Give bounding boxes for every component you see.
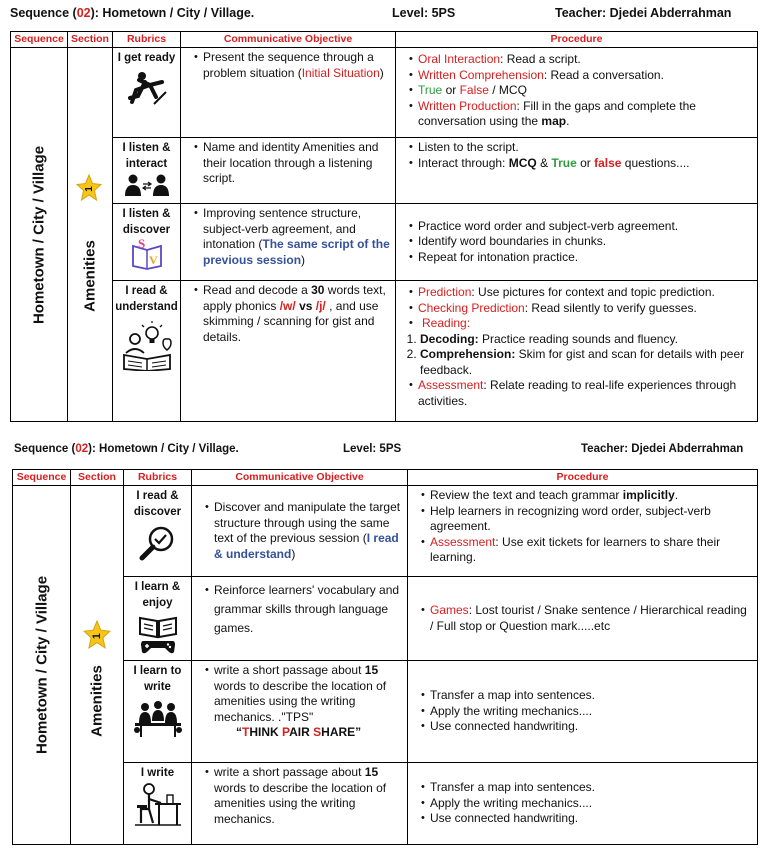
procedure-item [418, 378, 753, 409]
rubric-i-listen-interact [113, 138, 181, 204]
objective-text: Improving sentence structure, subject-verb agreement, and intonation ( [203, 206, 362, 251]
rubric-i-write [124, 763, 192, 845]
procedure-cell [396, 204, 758, 281]
objective-text-end: ) [379, 65, 384, 80]
procedure-item [418, 301, 753, 317]
runner-start-icon [126, 70, 168, 106]
tps-word: HARE [321, 725, 356, 739]
sequence-suffix: ): Hometown / City / Village. [88, 443, 239, 455]
procedure-keyword-true: True [418, 83, 443, 97]
sequence-title [14, 443, 239, 455]
procedure-text: / MCQ [488, 83, 527, 97]
col-sequence: Sequence [11, 32, 68, 48]
objective-bold: 30 [311, 283, 325, 297]
procedure-item: • Repeat for intonation practice. [418, 250, 753, 266]
procedure-keyword-false: False [459, 83, 489, 97]
procedure-keyword: Games [430, 603, 469, 617]
col-section: Section [71, 470, 124, 486]
procedure-cell [408, 763, 758, 845]
procedure-keyword: Reading: [422, 316, 471, 330]
procedure-item: • Listen to the script. [418, 140, 753, 156]
sequence-number: 02 [75, 443, 89, 455]
procedure-item [430, 535, 753, 566]
procedure-text: & [536, 155, 552, 170]
sequence-name: Hometown / City / Village [30, 145, 48, 324]
rubric-i-learn-enjoy [124, 577, 192, 661]
objective-text: words to describe the location of amenities using the writing mechanics. [214, 780, 387, 826]
col-objective: Communicative Objective [192, 470, 408, 486]
objective-cell [192, 763, 408, 845]
section-cell [68, 48, 113, 422]
tps-word: AIR [289, 725, 314, 739]
col-procedure: Procedure [408, 470, 758, 486]
sequence-name-cell [11, 48, 68, 422]
objective-text: Present the sequence through a problem situation ( [203, 50, 374, 80]
objective-cell [181, 48, 396, 138]
objective-cell [192, 486, 408, 577]
objective-highlight: The same script of the previous session [203, 237, 390, 267]
procedure-item [418, 156, 753, 172]
phonic-j: /j/ [315, 298, 326, 313]
objective-text: words text, apply phonics [203, 283, 386, 313]
rubric-i-get-ready [113, 48, 181, 138]
procedure-text: Review the text and teach grammar [430, 488, 623, 502]
two-people-icon [124, 174, 170, 196]
reader-idea-icon [121, 321, 173, 371]
col-rubrics: Rubrics [113, 32, 181, 48]
sequence-name: Hometown / City / Village [32, 575, 50, 755]
objective-cell [181, 204, 396, 281]
procedure-cell [396, 48, 758, 138]
rubric-label: I write [140, 767, 175, 779]
objective-cell [181, 138, 396, 204]
level-label: Level: 5PS [392, 6, 456, 20]
svg-text:S: S [137, 238, 145, 251]
procedure-text: or [442, 83, 460, 97]
col-section: Section [68, 32, 113, 48]
procedure-keyword: Oral Interaction [418, 52, 501, 66]
svg-text:V: V [148, 253, 158, 267]
procedure-text: Practice reading sounds and fluency. [478, 331, 678, 346]
col-procedure: Procedure [396, 32, 758, 48]
objective-text: words to describe the location of amenities using the writing mechanics. ."TPS" [214, 678, 387, 724]
procedure-text: : Fill in the gaps and complete the conversation using the [418, 98, 696, 128]
procedure-keyword: Assessment [418, 378, 484, 392]
sequence-name-cell [13, 486, 71, 845]
rubric-label: I listen & discover [122, 208, 171, 236]
procedure-text: : Read a script. [500, 52, 581, 66]
section-name: Amenities [81, 239, 99, 312]
sequence-number: 02 [76, 6, 91, 20]
rubric-i-read-understand [113, 281, 181, 422]
procedure-item: • Help learners in recognizing word order, subject-verb agreement. [430, 504, 753, 535]
magnifier-check-icon [138, 524, 178, 564]
procedure-text: Interact through: [418, 155, 509, 170]
teacher-label: Teacher: Djedei Abderrahman [581, 443, 744, 455]
procedure-text: . [566, 114, 570, 128]
tps-letter: P [282, 725, 290, 739]
procedure-bold: MCQ [508, 155, 537, 170]
procedure-cell [408, 577, 758, 661]
procedure-text: questions.... [621, 155, 690, 170]
procedure-item [418, 52, 753, 68]
procedure-text: : Use exit tickets for learners to share their learning. [430, 534, 721, 564]
rubric-label: I read & discover [133, 490, 182, 518]
objective-text: • Name and identity Amenities and their location through a listening script. [203, 140, 391, 187]
star-number-icon [76, 174, 102, 202]
objective-text: write a short passage about [214, 663, 365, 677]
procedure-text: : Read a conversation. [543, 67, 664, 82]
sequence-prefix: Sequence ( [14, 443, 76, 455]
objective-cell [192, 577, 408, 661]
procedure-keyword: Written Comprehension [418, 67, 544, 82]
procedure-keyword: Prediction [418, 285, 472, 299]
procedure-item [418, 99, 753, 130]
book-gamepad-icon [137, 615, 179, 655]
tps-word: HINK [249, 725, 283, 739]
objective-highlight: I read & understand [214, 531, 399, 561]
procedure-cell [396, 281, 758, 422]
rubric-label: I read & understand [115, 285, 178, 313]
col-objective: Communicative Objective [181, 32, 396, 48]
procedure-item [418, 68, 753, 84]
section-name: Amenities [88, 664, 106, 737]
section-cell [71, 486, 124, 845]
rubric-label: I learn & enjoy [134, 581, 181, 609]
procedure-item: • Identify word boundaries in chunks. [418, 234, 753, 250]
procedure-item: • Apply the writing mechanics.... [430, 796, 753, 812]
level-label: Level: 5PS [343, 443, 402, 455]
objective-text-end: ) [291, 546, 296, 561]
objective-bold: vs [295, 298, 316, 313]
procedure-text: : Lost tourist / Snake sentence / Hierarchical reading / Full stop or Question mark.....etc [430, 603, 747, 633]
procedure-item [430, 488, 753, 504]
procedure-item [418, 285, 753, 301]
procedure-item: • Practice word order and subject-verb agreement. [418, 219, 753, 235]
objective-text: Read and decode a [203, 283, 312, 297]
procedure-keyword: Checking Prediction [418, 300, 525, 315]
section-number: 1 [84, 186, 95, 192]
procedure-text: . [674, 488, 679, 502]
objective-text-end: ) [301, 252, 306, 267]
objective-cell [192, 661, 408, 763]
procedure-item [418, 83, 753, 99]
procedure-bold: Comprehension: [420, 347, 516, 361]
procedure-item: • Use connected handwriting. [430, 719, 753, 735]
section-number: 1 [91, 633, 104, 640]
objective-text: Discover and manipulate the target structure through using the same text of the previous session ( [214, 500, 401, 545]
procedure-text: Skim for gist and scan for details with peer feedback. [420, 347, 745, 377]
procedure-item [430, 603, 753, 634]
teacher-label: Teacher: Djedei Abderrahman [555, 6, 732, 20]
procedure-cell [396, 138, 758, 204]
procedure-bold: map [541, 114, 567, 128]
procedure-item [420, 347, 753, 378]
rubric-label: I listen & interact [122, 142, 171, 170]
procedure-item: • Use connected handwriting. [430, 811, 753, 827]
objective-text: , and use skimming / scanning for gist and details. [203, 298, 379, 344]
procedure-item: • Transfer a map into sentences. [430, 688, 753, 704]
procedure-keyword-true: True [551, 155, 577, 170]
procedure-bold: implicitly [622, 488, 675, 502]
writer-desk-icon [133, 783, 183, 827]
procedure-bold: Decoding: [420, 331, 479, 346]
star-number-icon [83, 620, 111, 650]
group-work-icon [133, 701, 183, 739]
procedure-keyword: Written Production [418, 98, 517, 113]
col-rubrics: Rubrics [124, 470, 192, 486]
rubric-label: I get ready [117, 52, 176, 64]
procedure-item: • Apply the writing mechanics.... [430, 704, 753, 720]
procedure-keyword: Assessment [430, 534, 496, 549]
procedure-cell [408, 486, 758, 577]
book-letters-icon [129, 238, 165, 270]
procedure-text: : Read silently to verify guesses. [524, 300, 697, 315]
objective-highlight: Initial Situation [301, 65, 380, 80]
objective-text: • Reinforce learners' vocabulary and grammar skills through language games. [214, 581, 403, 638]
rubric-i-listen-discover [113, 204, 181, 281]
sequence-prefix: Sequence ( [10, 6, 77, 20]
rubric-i-read-discover [124, 486, 192, 577]
sequence-title [10, 6, 254, 20]
objective-bold: 15 [364, 765, 379, 779]
tps-letter: S [313, 725, 322, 739]
procedure-cell [408, 661, 758, 763]
objective-text: write a short passage about [214, 765, 365, 779]
rubric-i-learn-to-write [124, 661, 192, 763]
tps-label: “THINK PAIR SHARE” [236, 725, 362, 739]
objective-bold: 15 [364, 663, 379, 677]
col-sequence: Sequence [13, 470, 71, 486]
phonic-w: /w/ [279, 298, 296, 313]
lesson-plan-table-1 [10, 31, 758, 422]
procedure-item [418, 316, 753, 332]
sequence-suffix: ): Hometown / City / Village. [90, 6, 255, 20]
procedure-text: : Use pictures for context and topic prediction. [471, 285, 715, 299]
tps-letter: T [242, 725, 250, 739]
procedure-text: or [576, 155, 595, 170]
lesson-plan-table-2 [12, 469, 758, 845]
objective-cell [181, 281, 396, 422]
rubric-label: I learn to write [133, 665, 182, 693]
procedure-text: : Relate reading to real-life experiences through activities. [418, 378, 737, 408]
procedure-item [420, 332, 753, 348]
procedure-keyword-false: false [594, 155, 622, 170]
procedure-item: • Transfer a map into sentences. [430, 780, 753, 796]
